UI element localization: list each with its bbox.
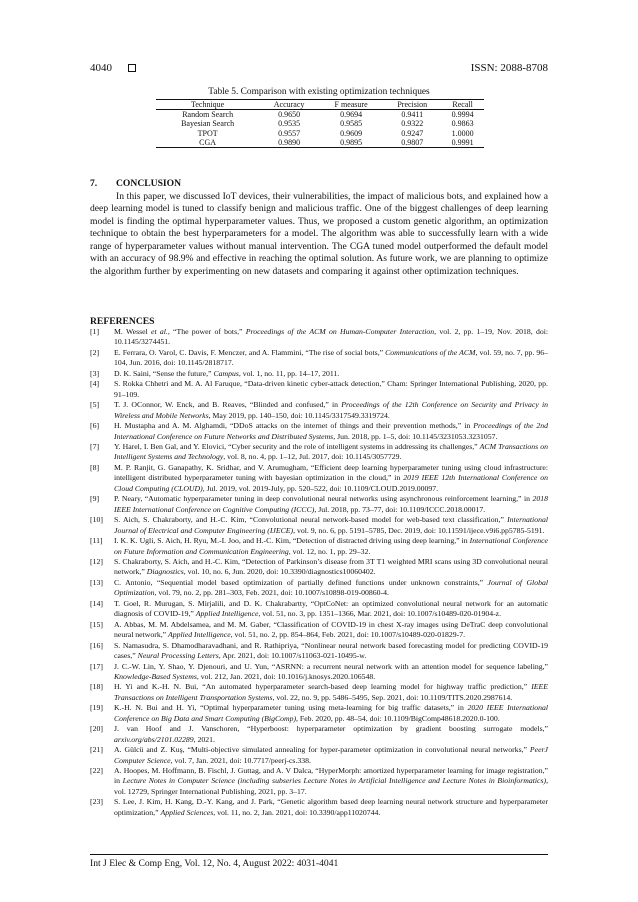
reference-item	[90, 724, 548, 745]
col-f-measure: F measure	[319, 100, 383, 110]
conclusion-paragraph: In this paper, we discussed IoT devices, their vulnerabilities, the impact of malicious bots, and explained how a deep learning model is tuned to classify benign and malicious traffic. One of the biggest challenges of deep learning model is finding the optimal hyperparameter values. Thus, we proposed a custom genetic algorithm, an optimization technique to obtain the best hyperparameters for a model. The algorithm was able to successfully learn with a wide range of hyperparameter values without manual intervention. The CGA tuned model outperformed the default model with an accuracy of 98.9% and effective in reaching the optimal solution. As future work, we are planning to optimize the algorithm further by experimenting on new datasets and comparing it against other optimization techniques.	[90, 191, 548, 277]
reference-text: A. Hoopes, M. Hoffmann, B. Fischl, J. Guttag, and A. V Dalca, “HyperMorph: amortized hyperparameter learning for image registration,” in	[114, 766, 548, 786]
reference-text: , Jun. 2018, pp. 1–5, doi: 10.1145/3231053.3231057.	[333, 431, 498, 441]
reference-text: S. Aich, S. Chakraborty, and H.-C. Kim, “Convolutional neural network-based model for web-based text classification,”	[114, 515, 508, 525]
reference-text: , Apr. 2021, doi: 10.1007/s11063-021-10495-w.	[218, 651, 367, 661]
reference-text: , Jul. 2019, vol. 2019-July, pp. 520–522, doi: 10.1109/CLOUD.2019.00097.	[202, 483, 439, 493]
reference-number: [11]	[90, 536, 103, 546]
reference-item	[90, 536, 548, 557]
reference-number: [9]	[90, 494, 100, 504]
reference-italic: 2020 IEEE International Conference on Big Data and Smart Computing (BigComp)	[114, 703, 548, 723]
reference-text: , vol. 12729, Springer International Publishing, 2021, pp. 3–17.	[114, 776, 549, 796]
table-cell: 0.9863	[451, 119, 474, 129]
reference-item	[90, 682, 548, 703]
reference-italic: IEEE Transactions on Intelligent Transportation Systems	[114, 682, 548, 702]
square-icon	[128, 64, 136, 72]
page-number: 4040	[90, 62, 112, 74]
reference-text: T. Goel, R. Murugan, S. Mirjalili, and D. K. Chakrabartty, “OptCoNet: an optimized convolutional neural network for an automatic diagnosis of COVID-19,”	[114, 598, 548, 619]
reference-text: , vol. 7, Jan. 2021, doi: 10.7717/peerj-cs.338.	[170, 755, 311, 765]
table-cell: 0.9609	[340, 128, 363, 138]
reference-italic: Knowledge-Based Systems	[114, 671, 197, 681]
reference-text: , “The power of bots,”	[167, 327, 246, 336]
conclusion-heading	[90, 178, 181, 189]
col-precision: Precision	[383, 100, 441, 110]
reference-item	[90, 557, 548, 578]
reference-number: [19]	[90, 703, 103, 713]
reference-number: [2]	[90, 347, 100, 357]
reference-number: [1]	[90, 327, 100, 336]
reference-text: M. Wessel	[114, 327, 151, 336]
table-cell: 0.9411	[401, 110, 424, 120]
reference-text: I. K. K. Ugli, S. Aich, H. Ryu, M.-I. Joo, and H.-C. Kim, “Detection of distracted driving using deep learning,” in	[114, 536, 470, 546]
reference-text: J. van Hoof and J. Vanschoren, “Hyperboost: hyperparameter optimization by gradient boosting surrogate models,”	[114, 724, 548, 734]
reference-text: , vol. 22, no. 9, pp. 5486–5495, Sep. 2021, doi: 10.1109/TITS.2020.2987614.	[272, 692, 513, 702]
reference-italic: Diagnostics	[146, 567, 184, 577]
reference-text: , 2021.	[193, 734, 215, 744]
col-accuracy: Accuracy	[259, 100, 319, 110]
reference-text: S. Namasudra, S. Dhamodharavadhani, and R. Rathipriya, “Nonlinear neural network based forecasting model for predicting COVID-19 cases,”	[114, 640, 548, 661]
reference-text: H. Mustapha and A. M. Alghamdi, “DDoS attacks on the internet of things and their prevention methods,” in	[114, 421, 474, 431]
reference-text: H. Yi and K.-H. N. Bui, “An automated hyperparameter search-based deep learning model for highway traffic prediction,”	[114, 682, 532, 692]
reference-item	[90, 369, 548, 379]
reference-item	[90, 641, 548, 662]
reference-number: [8]	[90, 462, 100, 472]
reference-item	[90, 494, 548, 515]
reference-item	[90, 578, 548, 599]
reference-text: , vol. 59, no. 7, pp. 96–104, Jun. 2016, doi: 10.1145/2818717.	[114, 347, 549, 368]
reference-text: , May 2019, pp. 140–150, doi: 10.1145/3317549.3319724.	[208, 410, 390, 420]
references-heading: REFERENCES	[90, 316, 155, 327]
reference-text: , vol. 212, Jan. 2021, doi: 10.1016/j.knosys.2020.106548.	[196, 671, 376, 681]
table-row	[156, 138, 484, 148]
reference-italic: Applied Intelligence	[168, 630, 231, 640]
reference-text: M. P. Ranjit, G. Ganapathy, K. Sridhar, and V. Arumugham, “Efficient deep learning hyperparameter tuning using cloud infrastructure: intelligent distributed hyperparameter tuning with bayesian optimization in the cloud,” in	[114, 462, 548, 483]
reference-text: , vol. 1, no. 11, pp. 14–17, 2011.	[238, 368, 340, 378]
reference-italic: International Conference on Future Information and Communication Engineering	[114, 536, 548, 556]
table-cell: 0.9890	[259, 138, 319, 148]
table-cell: 0.9535	[278, 119, 301, 129]
table-cell: Random Search	[182, 110, 234, 120]
table-cell: 0.9557	[278, 128, 301, 138]
reference-text: A. Gülcü and Z. Kuş, “Multi-objective simulated annealing for hyper-parameter optimization in convolutional neural networks,”	[114, 745, 530, 755]
reference-text: , vol. 10, no. 6, Jun. 2020, doi: 10.3390/diagnostics10060402.	[183, 567, 376, 577]
reference-number: [3]	[90, 368, 100, 378]
reference-item	[90, 515, 548, 536]
reference-text: , vol. 2, pp. 1–19, Nov. 2018, doi: 10.1145/3274451.	[114, 327, 549, 347]
reference-item	[90, 620, 548, 641]
table-row	[156, 119, 484, 128]
reference-item	[90, 662, 548, 683]
table-cell: 0.9994	[451, 110, 474, 120]
reference-italic: et al.	[151, 327, 168, 336]
reference-italic: ACM Transactions on Intelligent Systems and Technology	[114, 441, 548, 462]
reference-item	[90, 463, 548, 494]
reference-text: K.-H. N. Bui and H. Yi, “Optimal hyperparameter tuning using meta-learning for big traffic datasets,” in	[114, 703, 468, 713]
table-cell: 0.9322	[401, 119, 424, 129]
reference-number: [6]	[90, 421, 100, 431]
reference-italic: PeerJ Computer Science	[114, 745, 548, 765]
table-cell: 0.9694	[340, 110, 363, 120]
reference-text: Y. Harel, I. Ben Gal, and Y. Elovici, “Cyber security and the role of intelligent systems in addressing its challenges,”	[114, 441, 480, 451]
reference-italic: arxiv.org/abs/2101.02289	[114, 734, 194, 744]
reference-text: T. J. OConnor, W. Enck, and B. Reaves, “Blinded and confused,” in	[114, 400, 342, 410]
col-technique: Technique	[156, 100, 259, 110]
page-footer: Int J Elec & Comp Eng, Vol. 12, No. 4, August 2022: 4031-4041	[90, 858, 339, 869]
reference-text: , vol. 79, no. 2, pp. 281–303, Feb. 2021, doi: 10.1007/s10898-019-00860-4.	[154, 588, 389, 598]
reference-text: , vol. 12, no. 1, pp. 29–32.	[288, 546, 371, 556]
table-cell: TPOT	[197, 128, 218, 138]
reference-text: S. Lee, J. Kim, H. Kang, D.-Y. Kang, and J. Park, “Genetic algorithm based deep learning neural network structure and hyperparameter optimization,”	[114, 797, 548, 817]
section-title: CONCLUSION	[116, 178, 182, 189]
reference-number: [7]	[90, 441, 100, 451]
table-cell: 0.9991	[441, 138, 484, 148]
reference-text: P. Neary, “Automatic hyperparameter tuning in deep convolutional neural networks using asynchronous reinforcement learning,” in	[114, 494, 533, 504]
reference-item	[90, 327, 548, 348]
reference-text: A. Abbas, M. M. Abdelsamea, and M. M. Gaber, “Classification of COVID-19 in chest X-ray images using DeTraC deep convolutional neural network,”	[114, 619, 548, 640]
issn: ISSN: 2088-8708	[470, 62, 548, 74]
reference-number: [12]	[90, 556, 103, 566]
table-cell: Bayesian Search	[181, 119, 235, 129]
table-caption: Table 5. Comparison with existing optimization techniques	[208, 87, 430, 97]
reference-text: D. K. Saini, “Sense the future,”	[114, 368, 214, 378]
reference-text: C. Antonio, “Sequential model based optimization of partially defined functions under unknown constraints,”	[114, 577, 488, 587]
col-recall: Recall	[441, 100, 484, 110]
reference-item	[90, 797, 548, 818]
reference-italic: International Journal of Electrical and Computer Engineering (IJECE)	[114, 515, 548, 535]
reference-italic: Campus	[213, 368, 239, 378]
table-row	[156, 110, 484, 120]
reference-italic: 2018 IEEE International Conference on Cognitive Computing (ICCC)	[114, 494, 548, 514]
reference-number: [14]	[90, 598, 103, 608]
reference-italic: Communications of the ACM	[385, 347, 476, 357]
reference-item	[90, 379, 548, 400]
table-cell: 0.9650	[278, 110, 301, 120]
reference-number: [15]	[90, 619, 103, 629]
reference-number: [5]	[90, 400, 100, 410]
footer-rule	[90, 854, 548, 855]
reference-number: [23]	[90, 797, 103, 807]
reference-italic: Applied Sciences	[160, 807, 214, 817]
reference-text: , vol. 11, no. 2, Jan. 2021, doi: 10.3390/app11020744.	[213, 807, 381, 817]
reference-number: [20]	[90, 724, 103, 734]
reference-italic: Applied Intelligence	[195, 609, 259, 619]
reference-item	[90, 745, 548, 766]
reference-item	[90, 442, 548, 463]
reference-italic: Proceedings of the 2nd International Conference on Future Networks and Distributed Systems	[114, 421, 548, 441]
reference-italic: 2019 IEEE 12th International Conference on Cloud Computing (CLOUD)	[114, 473, 548, 493]
table-row	[156, 129, 484, 138]
table-header-row	[156, 100, 484, 110]
reference-item	[90, 766, 548, 797]
reference-number: [21]	[90, 745, 103, 755]
table-cell: 1.0000	[451, 128, 474, 138]
reference-italic: Proceedings of the 12th Conference on Security and Privacy in Wireless and Mobile Networks	[114, 400, 548, 420]
section-number: 7.	[90, 178, 98, 189]
reference-text: , Jul. 2018, pp. 73–77, doi: 10.1109/ICCC.2018.00017.	[314, 504, 486, 514]
reference-italic: Journal of Global Optimization	[114, 577, 548, 598]
reference-item	[90, 599, 548, 620]
reference-text: , vol. 8, no. 4, pp. 1–12, Jul. 2017, doi: 10.1145/3057729.	[223, 452, 402, 462]
table-cell: 0.9247	[401, 128, 424, 138]
reference-text: , vol. 9, no. 6, pp. 5191–5785, Dec. 2019, doi: 10.11591/ijece.v9i6.pp5785-5191.	[293, 525, 545, 535]
reference-text: , vol. 51, no. 3, pp. 1351–1366, Mar. 2021, doi: 10.1007/s10489-020-01904-z.	[258, 609, 502, 619]
reference-text: E. Ferrara, O. Varol, C. Davis, F. Menczer, and A. Flammini, “The rise of social bots,”	[114, 347, 386, 357]
page-header	[90, 62, 548, 78]
comparison-table	[156, 99, 484, 148]
reference-number: [16]	[90, 640, 103, 650]
table-cell: 0.9807	[383, 138, 441, 148]
reference-number: [13]	[90, 577, 103, 587]
reference-text: S. Rokka Chhetri and M. A. Al Faruque, “Data-driven kinetic cyber-attack detection,” Cham: Springer International Publishing, 2020, pp. 91–109.	[114, 379, 548, 399]
reference-number: [22]	[90, 766, 103, 776]
reference-italic: Lecture Notes in Computer Science (including subseries Lecture Notes in Artificial Intelligence and Lecture Notes in Bioinformatics)	[122, 776, 547, 786]
reference-number: [17]	[90, 661, 103, 671]
reference-number: [18]	[90, 682, 103, 692]
reference-text: , vol. 51, no. 2, pp. 854–864, Feb. 2021, doi: 10.1007/s10489-020-01829-7.	[230, 630, 466, 640]
reference-item	[90, 703, 548, 724]
table-cell: 0.9585	[340, 119, 363, 129]
reference-italic: Neural Processing Letters	[137, 651, 219, 661]
reference-text: , Feb. 2020, pp. 48–54, doi: 10.1109/BigComp48618.2020.0-100.	[296, 713, 500, 723]
reference-number: [4]	[90, 379, 100, 389]
reference-item	[90, 400, 548, 421]
reference-italic: Proceedings of the ACM on Human-Computer Interaction	[245, 327, 435, 336]
reference-item	[90, 348, 548, 369]
table-cell: CGA	[156, 138, 259, 148]
reference-number: [10]	[90, 515, 103, 525]
reference-text: J. C.-W. Lin, Y. Shao, Y. Djenouri, and U. Yun, “ASRNN: a recurrent neural network with an attention model for sequence labeling,”	[114, 661, 548, 671]
reference-text: S. Chakraborty, S. Aich, and H.-C. Kim, “Detection of Parkinson’s disease from 3T T1 weighted MRI scans using 3D convolutional neural network,”	[114, 556, 548, 577]
references-list	[90, 327, 548, 818]
reference-item	[90, 421, 548, 442]
table-cell: 0.9895	[319, 138, 383, 148]
